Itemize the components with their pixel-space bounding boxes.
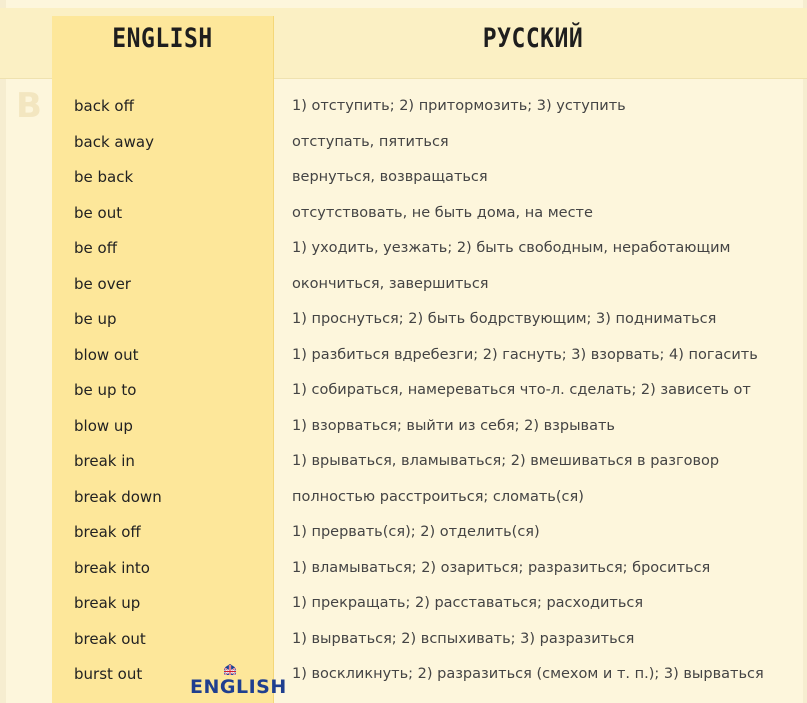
russian-translation: отсутствовать, не быть дома, на месте [292,204,593,221]
list-item [0,196,807,232]
russian-translation: 1) врываться, вламываться; 2) вмешиваться в разговор [292,453,720,469]
phrasal-verb-term: be over [74,274,131,293]
phrasal-verb-term: be up [74,310,117,328]
phrasal-verb-term: burst out [74,665,143,683]
russian-translation: 1) отступить; 2) притормозить; 3) уступить [292,98,626,114]
russian-translation: 1) взорваться; выйти из себя; 2) взрывать [292,417,615,434]
russian-translation: окончиться, завершиться [292,275,489,292]
list-item [0,409,807,445]
phrasal-verb-term: break down [74,487,162,506]
list-item [0,551,807,587]
list-item [0,586,807,622]
phrasal-verb-term: blow out [74,345,139,364]
russian-translation: 1) уходить, уезжать; 2) быть свободным, неработающим [292,240,731,256]
russian-translation: 1) воскликнуть; 2) разразиться (смехом и т. п.); 3) вырваться [292,666,764,682]
russian-translation: 1) собираться, намереваться что-л. сделать; 2) зависеть от [292,382,751,398]
list-item [0,622,807,658]
russian-translation: 1) прекращать; 2) расставаться; расходиться [292,595,644,611]
list-item [0,231,807,267]
phrasal-verb-term: be off [74,239,118,257]
russian-column-header: РУССКИЙ [482,24,584,54]
russian-translation: 1) разбиться вдребезги; 2) гаснуть; 3) взорвать; 4) погасить [292,346,758,363]
phrasal-verb-term: back away [74,132,154,151]
phrasal-verb-term: break up [74,594,141,612]
russian-translation: 1) вырваться; 2) вспыхивать; 3) разразиться [292,630,635,647]
russian-translation: 1) прервать(ся); 2) отделить(ся) [292,524,540,540]
list-item [0,480,807,516]
list-item [0,89,807,125]
list-item [0,515,807,551]
list-item [0,160,807,196]
russian-translation: отступать, пятиться [292,133,449,150]
russian-translation: 1) проснуться; 2) быть бодрствующим; 3) подниматься [292,311,717,327]
union-jack-flag-icon [223,664,237,676]
section-letter: B [16,86,42,126]
russian-translation: вернуться, возвращаться [292,169,488,185]
phrasal-verb-term: break out [74,629,146,648]
list-item [0,267,807,303]
phrasal-verb-term: back off [74,97,134,115]
phrasal-verb-term: be up to [74,381,137,399]
english-logo [190,664,287,700]
russian-translation: полностью расстроиться; сломать(ся) [292,488,584,505]
list-item [0,338,807,374]
english-column-header: ENGLISH [112,24,213,54]
list-item [0,657,807,693]
list-item [0,373,807,409]
phrasal-verb-term: break in [74,452,135,470]
logo-text: ENGLISH [190,676,287,698]
phrasal-verb-term: break off [74,523,141,541]
phrasal-verb-term: be out [74,203,123,222]
list-item [0,125,807,161]
phrasal-verb-term: break into [74,558,150,577]
phrasal-verb-term: blow up [74,416,133,435]
russian-translation: 1) вламываться; 2) озариться; разразиться; броситься [292,559,711,576]
phrasal-verb-list [0,89,807,693]
list-item [0,444,807,480]
phrasal-verb-term: be back [74,168,134,186]
list-item [0,302,807,338]
